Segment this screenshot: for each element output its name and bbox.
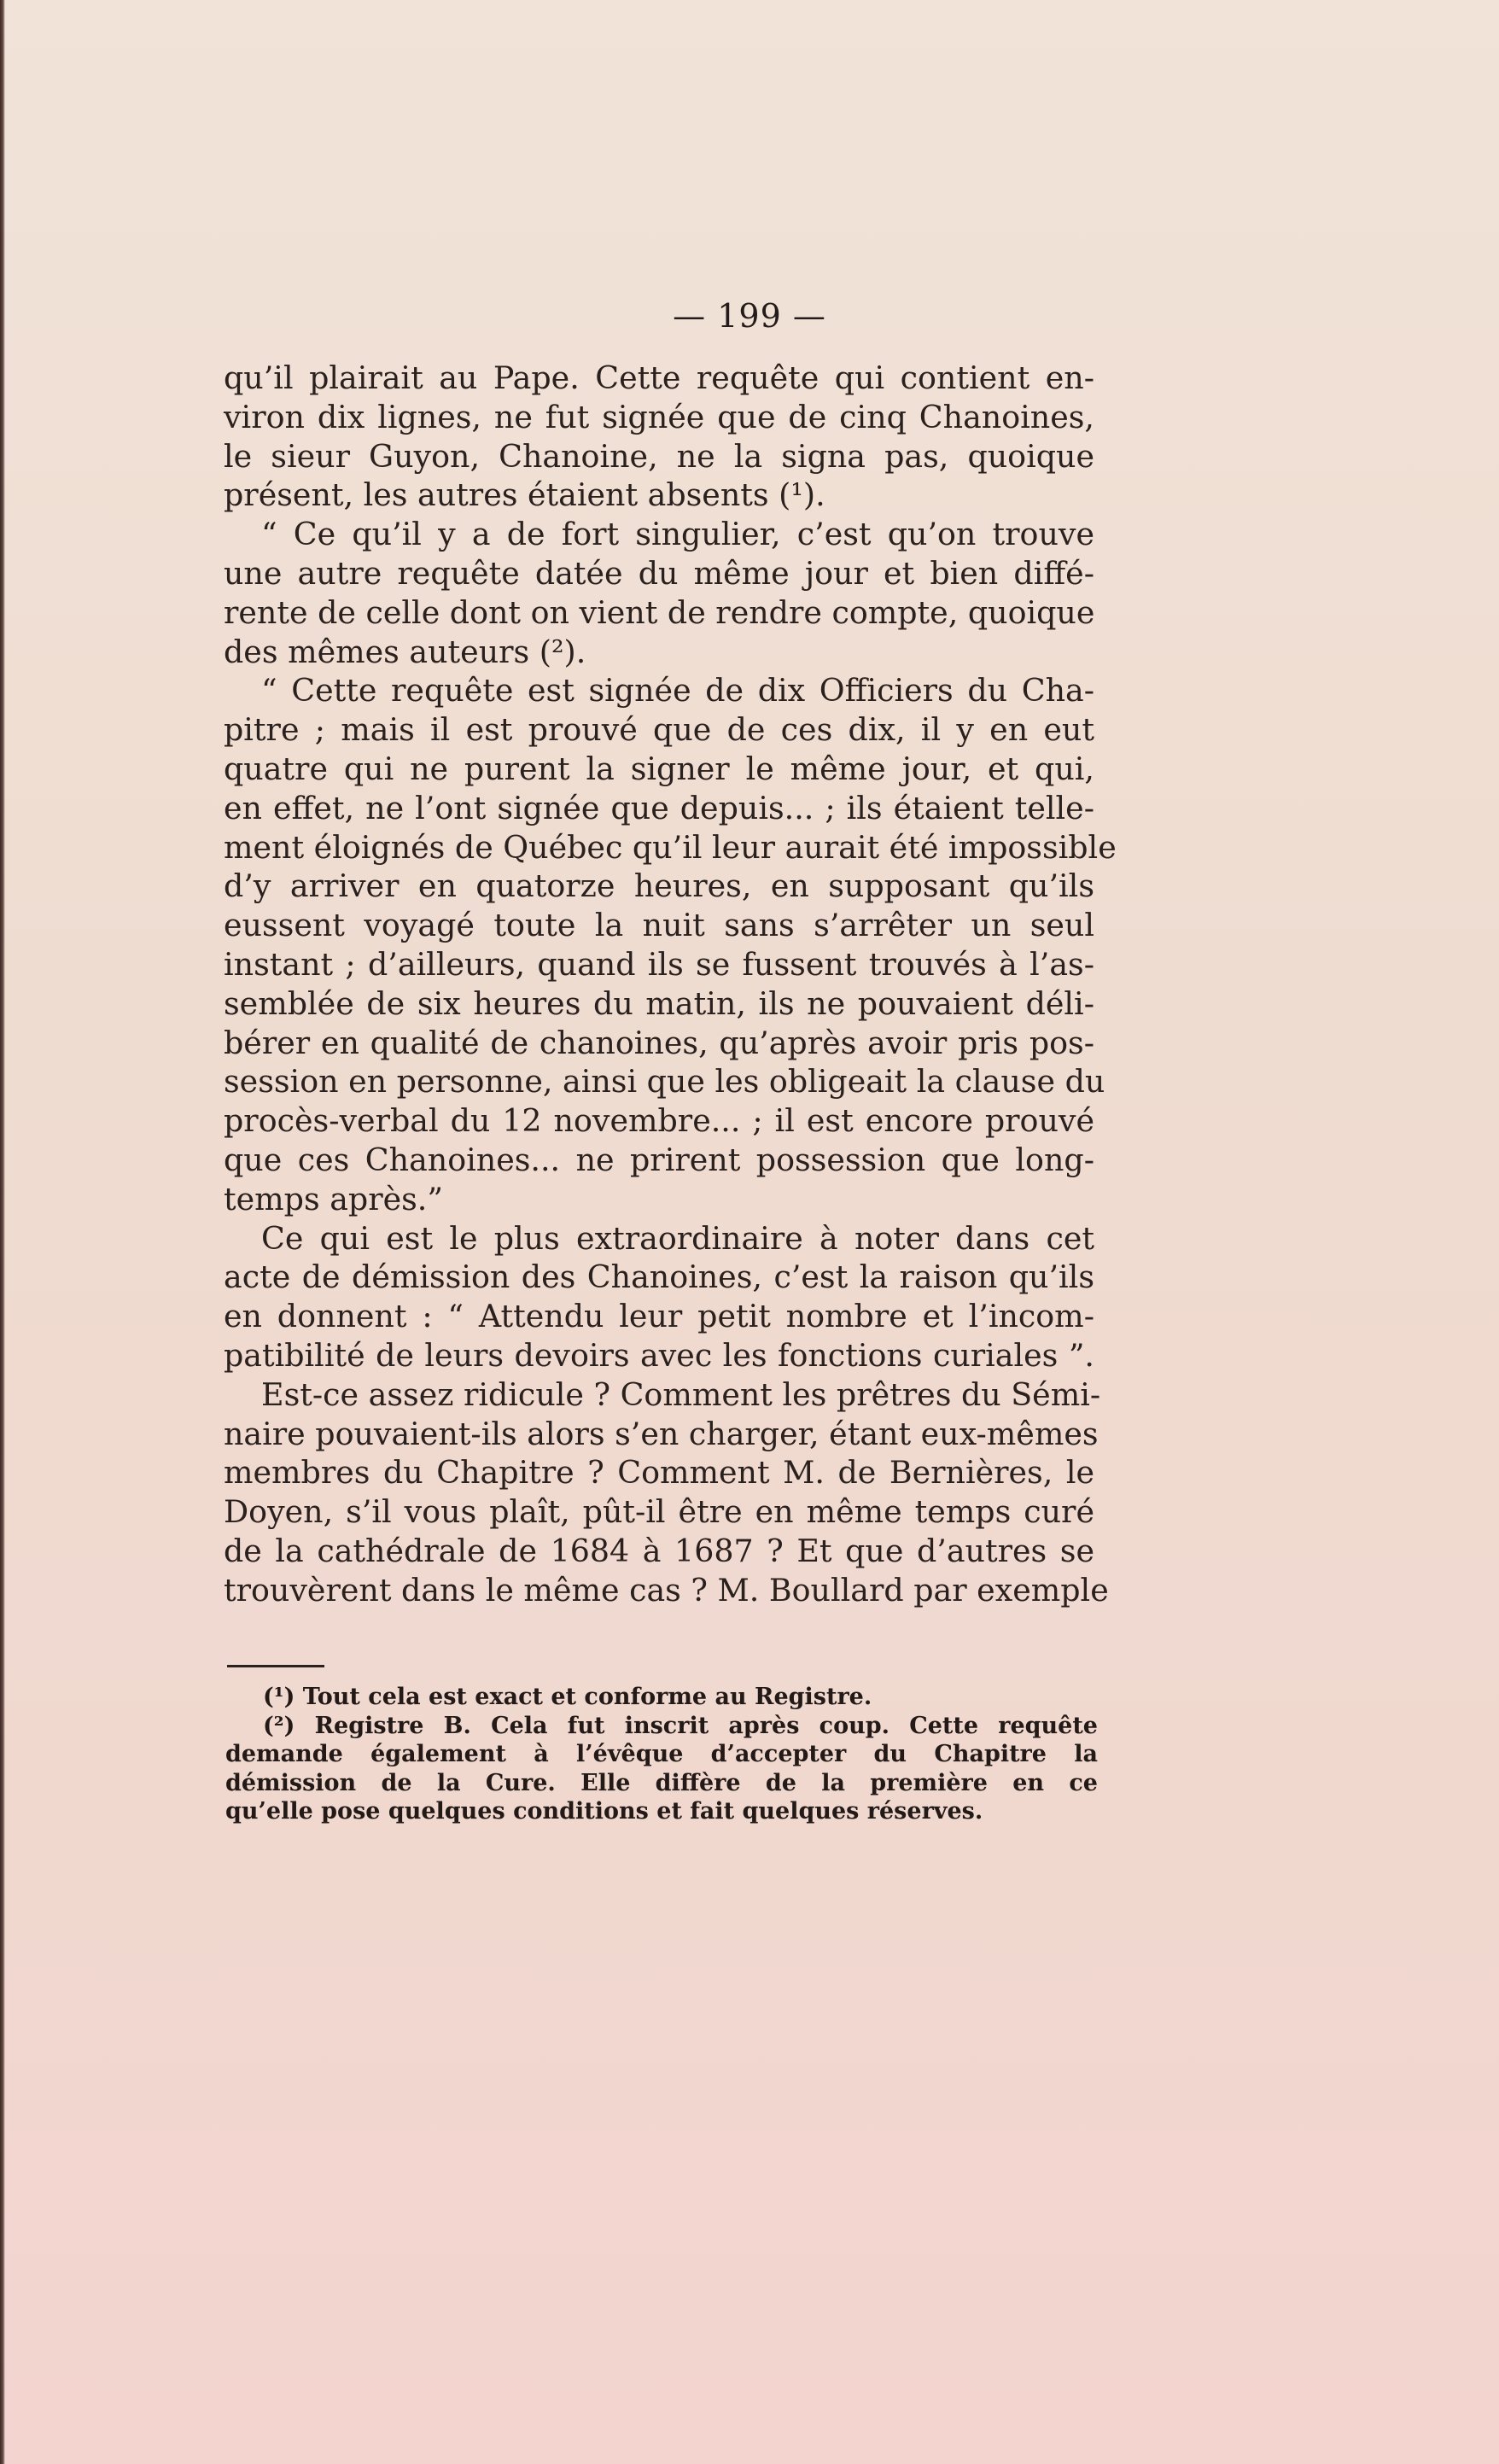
footnote-line: (¹) Tout cela est exact et conforme au Registre. (263, 1684, 872, 1710)
body-line: rente de celle dont on vient de rendre compte, quoique (224, 593, 1095, 631)
footnotes (225, 1683, 1098, 1826)
body-line: Doyen, s’il vous plaît, pût-il être en même temps curé (224, 1493, 1094, 1531)
footnote-line: (²) Registre B. Cela fut inscrit après coup. Cette requête (263, 1712, 1098, 1739)
body-line: membres du Chapitre ? Comment M. de Bernières, le (224, 1454, 1094, 1492)
footnote-separator (227, 1665, 324, 1667)
page-number: — 199 — (673, 297, 826, 335)
body-line: “ Cette requête est signée de dix Officiers du Cha- (261, 672, 1094, 709)
body-line: en effet, ne l’ont signée que depuis... ; ils étaient telle- (224, 789, 1094, 826)
body-line: instant ; d’ailleurs, quand ils se fussent trouvés à l’as- (224, 945, 1094, 983)
body-line: de la cathédrale de 1684 à 1687 ? Et que d’autres se (224, 1532, 1094, 1569)
body-line: eussent voyagé toute la nuit sans s’arrêter un seul (224, 907, 1094, 944)
book-spine-edge (0, 0, 5, 2464)
body-line: des mêmes auteurs (²). (224, 633, 586, 670)
body-line: une autre requête datée du même jour et bien diffé- (224, 554, 1094, 592)
body-line: le sieur Guyon, Chanoine, ne la signa pas, quoique (224, 437, 1094, 475)
body-line: présent, les autres étaient absents (¹). (224, 476, 825, 514)
footnote-line: qu’elle pose quelques conditions et fait quelques réserves. (225, 1798, 983, 1825)
body-line: ment éloignés de Québec qu’il leur aurait été impossible (224, 828, 1117, 866)
footnote-line: demande également à l’évêque d’accepter du Chapitre la (225, 1741, 1098, 1767)
body-line: trouvèrent dans le même cas ? M. Boullard par exemple (224, 1571, 1109, 1609)
body-line: patibilité de leurs devoirs avec les fonctions curiales ”. (224, 1336, 1094, 1374)
body-line: session en personne, ainsi que les obligeait la clause du (224, 1063, 1105, 1101)
body-line: bérer en qualité de chanoines, qu’après avoir pris pos- (224, 1024, 1094, 1061)
body-line: procès-verbal du 12 novembre... ; il est encore prouvé (224, 1102, 1094, 1140)
body-line: Est-ce assez ridicule ? Comment les prêtres du Sémi- (261, 1375, 1101, 1413)
body-line: naire pouvaient-ils alors s’en charger, étant eux-mêmes (224, 1415, 1099, 1452)
body-line: quatre qui ne purent la signer le même jour, et qui, (224, 750, 1094, 787)
body-line: temps après.” (224, 1180, 443, 1217)
body-line: pitre ; mais il est prouvé que de ces dix, il y en eut (224, 711, 1094, 749)
body-line: en donnent : “ Attendu leur petit nombre et l’incom- (224, 1298, 1094, 1335)
body-line: qu’il plairait au Pape. Cette requête qui contient en- (224, 359, 1094, 396)
body-line: viron dix lignes, ne fut signée que de cinq Chanoines, (224, 398, 1094, 435)
body-line: acte de démission des Chanoines, c’est la raison qu’ils (224, 1258, 1094, 1296)
body-text (224, 359, 1117, 1610)
body-line: Ce qui est le plus extraordinaire à noter dans cet (261, 1219, 1094, 1257)
body-line: que ces Chanoines... ne prirent possession que long- (224, 1141, 1094, 1178)
body-line: “ Ce qu’il y a de fort singulier, c’est qu’on trouve (261, 516, 1094, 553)
body-line: d’y arriver en quatorze heures, en supposant qu’ils (224, 867, 1094, 905)
footnote-line: démission de la Cure. Elle diffère de la première en ce (225, 1769, 1098, 1796)
body-line: semblée de six heures du matin, ils ne pouvaient déli- (224, 984, 1094, 1022)
